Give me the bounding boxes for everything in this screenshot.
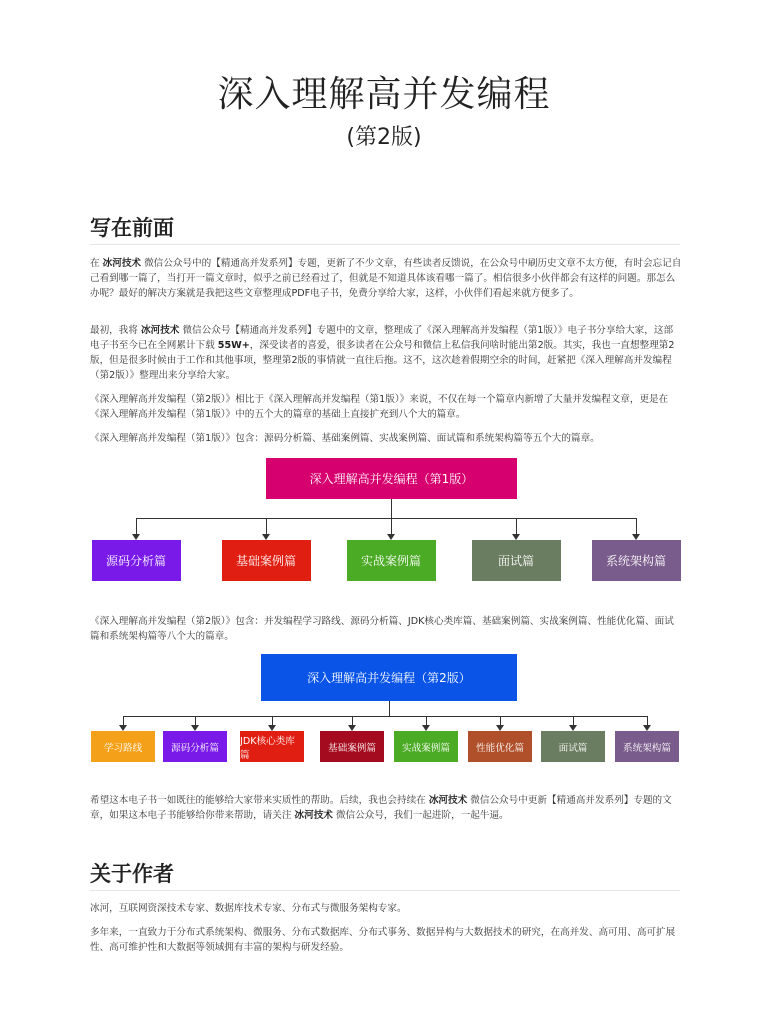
diagram-child-box: 实战案例篇 bbox=[394, 731, 458, 762]
brand-name: 冰河技术 bbox=[428, 795, 468, 806]
section-heading-foreword: 写在前面 bbox=[90, 216, 174, 240]
connector-line bbox=[389, 701, 390, 716]
connector-line bbox=[391, 499, 392, 518]
connector-line bbox=[426, 716, 427, 725]
connector-line bbox=[391, 518, 392, 534]
diagram-child-box: 基础案例篇 bbox=[222, 540, 311, 581]
document-title: 深入理解高并发编程 bbox=[217, 74, 551, 115]
connector-line bbox=[123, 716, 124, 725]
diagram-child-box: 实战案例篇 bbox=[347, 540, 436, 581]
connector-line bbox=[136, 518, 137, 534]
diagram-child-box: 面试篇 bbox=[472, 540, 561, 581]
diagram-child-box: 学习路线 bbox=[91, 731, 155, 762]
foreword-paragraph-6: 希望这本电子书一如既往的能够给大家带来实质性的帮助。后续，我也会持续在 冰河技术 微信公众号中更新【精通高并发系列】专题的文章，如果这本电子书能够给你带来帮助，请关注 冰河技术 微信公众号，我们一起进阶，一起牛逼。 bbox=[90, 795, 672, 821]
author-paragraph-1: 冰河，互联网资深技术专家、数据库技术专家、分布式与微服务架构专家。 bbox=[90, 903, 407, 914]
diagram-root-box: 深入理解高并发编程（第2版） bbox=[261, 654, 517, 701]
brand-name: 冰河技术 bbox=[141, 325, 180, 336]
connector-line bbox=[352, 716, 353, 725]
connector-line bbox=[647, 716, 648, 725]
diagram-child-box: 源码分析篇 bbox=[163, 731, 227, 762]
foreword-paragraph-5: 《深入理解高并发编程（第2版）》包含：并发编程学习路线、源码分析篇、JDK核心类库篇、基础案例篇、实战案例篇、性能优化篇、面试篇和系统架构篇等八个大的篇章。 bbox=[90, 616, 674, 642]
brand-name: 冰河技术 bbox=[294, 810, 333, 821]
connector-line bbox=[123, 716, 647, 717]
connector-line bbox=[573, 716, 574, 725]
foreword-paragraph-1: 在 冰河技术 微信公众号中的【精通高并发系列】专题，更新了不少文章，有些读者反馈说，在公众号中刷历史文章不太方便，有时会忘记自己看到哪一篇了，当打开一篇文章时，似乎之前已经看过了，但就是不知道具体该看哪一篇了。相信很多小伙伴都会有这样的问题。那怎么办呢？最好的解决方案就是我把这些文章整理成PDF电子书，免费分享给大家，这样，小伙伴们看起来就方便多了。 bbox=[90, 258, 682, 299]
section-divider bbox=[90, 890, 680, 891]
section-divider bbox=[90, 244, 680, 245]
foreword-paragraph-3: 《深入理解高并发编程（第2版）》相比于《深入理解高并发编程（第1版）》来说，不仅在每一个篇章内新增了大量并发编程文章，更是在《深入理解高并发编程（第1版）》中的五个大的篇章的基础上直接扩充到八个大的篇章。 bbox=[90, 394, 669, 420]
connector-line bbox=[516, 518, 517, 534]
connector-line bbox=[272, 716, 273, 725]
section-heading-author: 关于作者 bbox=[90, 862, 174, 886]
author-paragraph-2: 多年来，一直致力于分布式系统架构、微服务、分布式数据库、分布式事务、数据异构与大数据技术的研究，在高并发、高可用、高可扩展性、高可维护性和大数据等领域拥有丰富的架构与研发经验。 bbox=[90, 927, 676, 953]
connector-line bbox=[136, 518, 636, 519]
download-count: 55W+ bbox=[217, 340, 250, 351]
diagram-child-box: 基础案例篇 bbox=[320, 731, 384, 762]
document-subtitle: (第2版) bbox=[346, 125, 422, 150]
diagram-root-box: 深入理解高并发编程（第1版） bbox=[266, 458, 517, 499]
diagram-child-box: 系统架构篇 bbox=[592, 540, 681, 581]
diagram-child-box: 面试篇 bbox=[541, 731, 605, 762]
foreword-paragraph-2: 最初，我将 冰河技术 微信公众号【精通高并发系列】专题中的文章，整理成了《深入理解高并发编程（第1版）》电子书分享给大家，这部电子书至今已在全网累计下载 55W+，深受读者的喜爱，很多读者在公众号和微信上私信我问啥时能出第2版。其实，我也一直想整理第2版，但是很多时候由于工作和其他事项，整理第2版的事情就一直往后拖。这不，这次趁着假期空余的时间，赶紧把《深入理解高并发编程（第2版）》整理出来分享给大家。 bbox=[90, 325, 675, 381]
brand-name: 冰河技术 bbox=[102, 258, 142, 269]
diagram-child-box: 源码分析篇 bbox=[92, 540, 181, 581]
connector-line bbox=[500, 716, 501, 725]
diagram-child-box: JDK核心类库篇 bbox=[240, 731, 304, 762]
diagram-child-box: 系统架构篇 bbox=[615, 731, 679, 762]
diagram-child-box: 性能优化篇 bbox=[468, 731, 532, 762]
connector-line bbox=[636, 518, 637, 534]
connector-line bbox=[195, 716, 196, 725]
foreword-paragraph-4: 《深入理解高并发编程（第1版）》包含：源码分析篇、基础案例篇、实战案例篇、面试篇和系统架构篇等五个大的篇章。 bbox=[90, 433, 600, 444]
connector-line bbox=[266, 518, 267, 534]
